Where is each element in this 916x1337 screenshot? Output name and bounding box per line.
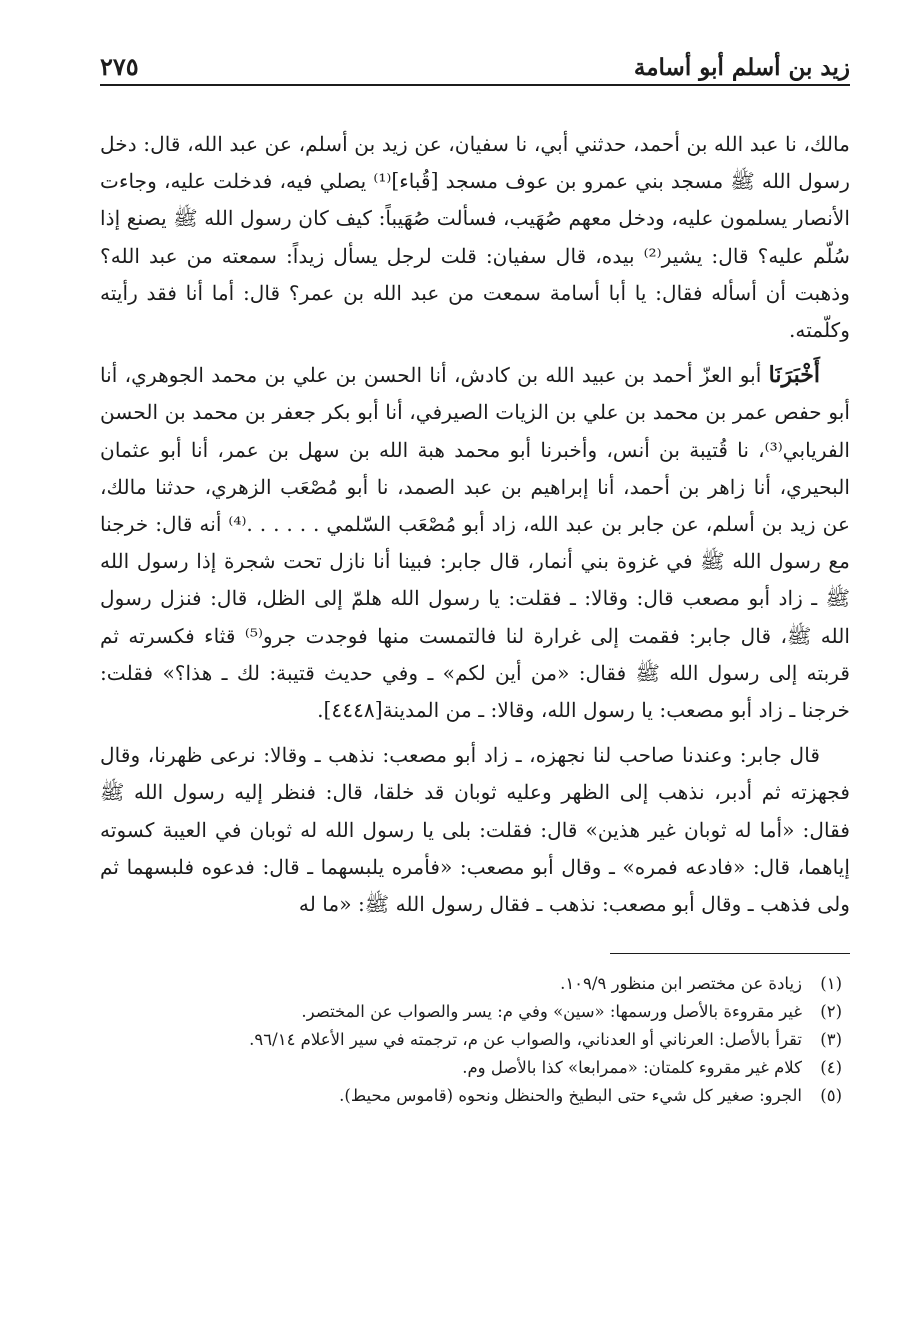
footnote-2 bbox=[100, 998, 850, 1026]
book-page bbox=[100, 48, 850, 1110]
footnote-number: (٣) bbox=[820, 1030, 842, 1050]
footnote-text: غير مقروءة بالأصل ورسمها: «سين» وفي م: يسر والصواب عن المختصر. bbox=[301, 1002, 802, 1022]
footnote-number: (٢) bbox=[820, 1002, 842, 1022]
footnote-4 bbox=[100, 1054, 850, 1082]
footnote-number: (٥) bbox=[820, 1086, 842, 1106]
footnote-text: كلام غير مقروء كلمتان: «ممرابعا» كذا بالأصل وم. bbox=[462, 1058, 802, 1078]
paragraph-2-text: أبو العزّ أحمد بن عبيد الله بن كادش، أنا الحسن بن علي بن محمد الجوهري، أنا أبو حفص عمر بن محمد بن علي بن الزيات الصيرفي، أنا أبو بكر جعفر بن محمد بن الحسن الفريابي⁽³⁾، نا قُتيبة بن أنس، وأخبرنا أبو محمد هبة الله بن سهل بن عمر، أنا أبو عثمان البحيري، أنا زاهر بن أحمد، أنا إبراهيم بن عبد الصمد، نا أبو مُصْعَب الزهري، حدثنا مالك، عن زيد بن أسلم، عن جابر بن عبد الله، زاد أبو مُصْعَب السّلمي . . . . . .⁽⁴⁾ أنه قال: خرجنا مع رسول الله ﷺ في غزوة بني أنمار، قال جابر: فبينا أنا نازل تحت شجرة إذا رسول الله ﷺ ـ زاد أبو مصعب قال: وقالا: ـ فقلت: يا رسول الله هلمّ إلى الظل، قال: فنزل رسول الله ﷺ، قال جابر: فقمت إلى غرارة لنا فالتمست منها فوجدت جرو⁽⁵⁾ قثاء فكسرته ثم قربته إلى رسول الله ﷺ فقال: «من أين لكم» ـ وفي حديث قتيبة: لك ـ هذا؟» فقلت: خرجنا ـ زاد أبو مصعب: يا رسول الله، وقالا: ـ من المدينة[٤٤٤٨]. bbox=[100, 363, 850, 723]
footnote-text: زيادة عن مختصر ابن منظور ١٠٩/٩. bbox=[560, 974, 802, 994]
footnote-1 bbox=[100, 970, 850, 998]
footnote-text: تقرأ بالأصل: العرناني أو العدناني، والصواب عن م، ترجمته في سير الأعلام ٩٦/١٤. bbox=[249, 1030, 802, 1050]
footnote-number: (١) bbox=[820, 974, 842, 994]
paragraph-2 bbox=[100, 357, 850, 729]
footnote-5 bbox=[100, 1082, 850, 1110]
footnote-divider bbox=[610, 953, 850, 954]
paragraph-3 bbox=[100, 737, 850, 923]
footnotes bbox=[100, 970, 850, 1110]
footnote-3 bbox=[100, 1026, 850, 1054]
footnote-number: (٤) bbox=[820, 1058, 842, 1078]
running-title: زيد بن أسلم أبو أسامة bbox=[633, 54, 850, 81]
main-text bbox=[100, 126, 850, 923]
hadith-opener: أَخْبَرَنَا bbox=[768, 362, 820, 389]
paragraph-1-text: مالك، نا عبد الله بن أحمد، حدثني أبي، نا سفيان، عن زيد بن أسلم، عن عبد الله، قال: دخل رسول الله ﷺ مسجد بني عمرو بن عوف مسجد [قُباء]⁽¹⁾ يصلي فيه، فدخلت عليه، وجاءت الأنصار يسلمون عليه، ودخل معهم صُهَيب، فسألت صُهَيباً: كيف كان رسول الله ﷺ يصنع إذا سُلّم عليه؟ قال: يشير⁽²⁾ بيده، قال سفيان: قلت لرجل يسأل زيداً: سمعته من عبد الله؟ وذهبت أن أسأله فقال: يا أبا أسامة سمعت من عبد الله بن عمر؟ قال: أما أنا فقد رأيته وكلّمته. bbox=[100, 132, 850, 343]
paragraph-1 bbox=[100, 126, 850, 349]
footnote-text: الجرو: صغير كل شيء حتى البطيخ والحنظل ونحوه (قاموس محيط). bbox=[339, 1086, 802, 1106]
running-head bbox=[100, 48, 850, 86]
page-number: ٢٧٥ bbox=[100, 52, 139, 81]
paragraph-3-text: قال جابر: وعندنا صاحب لنا نجهزه، ـ زاد أبو مصعب: نذهب ـ وقالا: نرعى ظهرنا، وقال فجهزته ثم أدبر، نذهب إلى الظهر وعليه ثوبان قد خلقا، قال: فنظر إليه رسول الله ﷺ فقال: «أما له ثوبان غير هذين» قال: فقلت: بلى يا رسول الله له ثوبان في العيبة كسوته إياهما، قال: «فادعه فمره» ـ وقال أبو مصعب: «فأمره يلبسهما ـ قال: فدعوه فلبسهما ثم ولى فذهب ـ وقال أبو مصعب: نذهب ـ فقال رسول الله ﷺ: «ما له bbox=[100, 743, 850, 917]
